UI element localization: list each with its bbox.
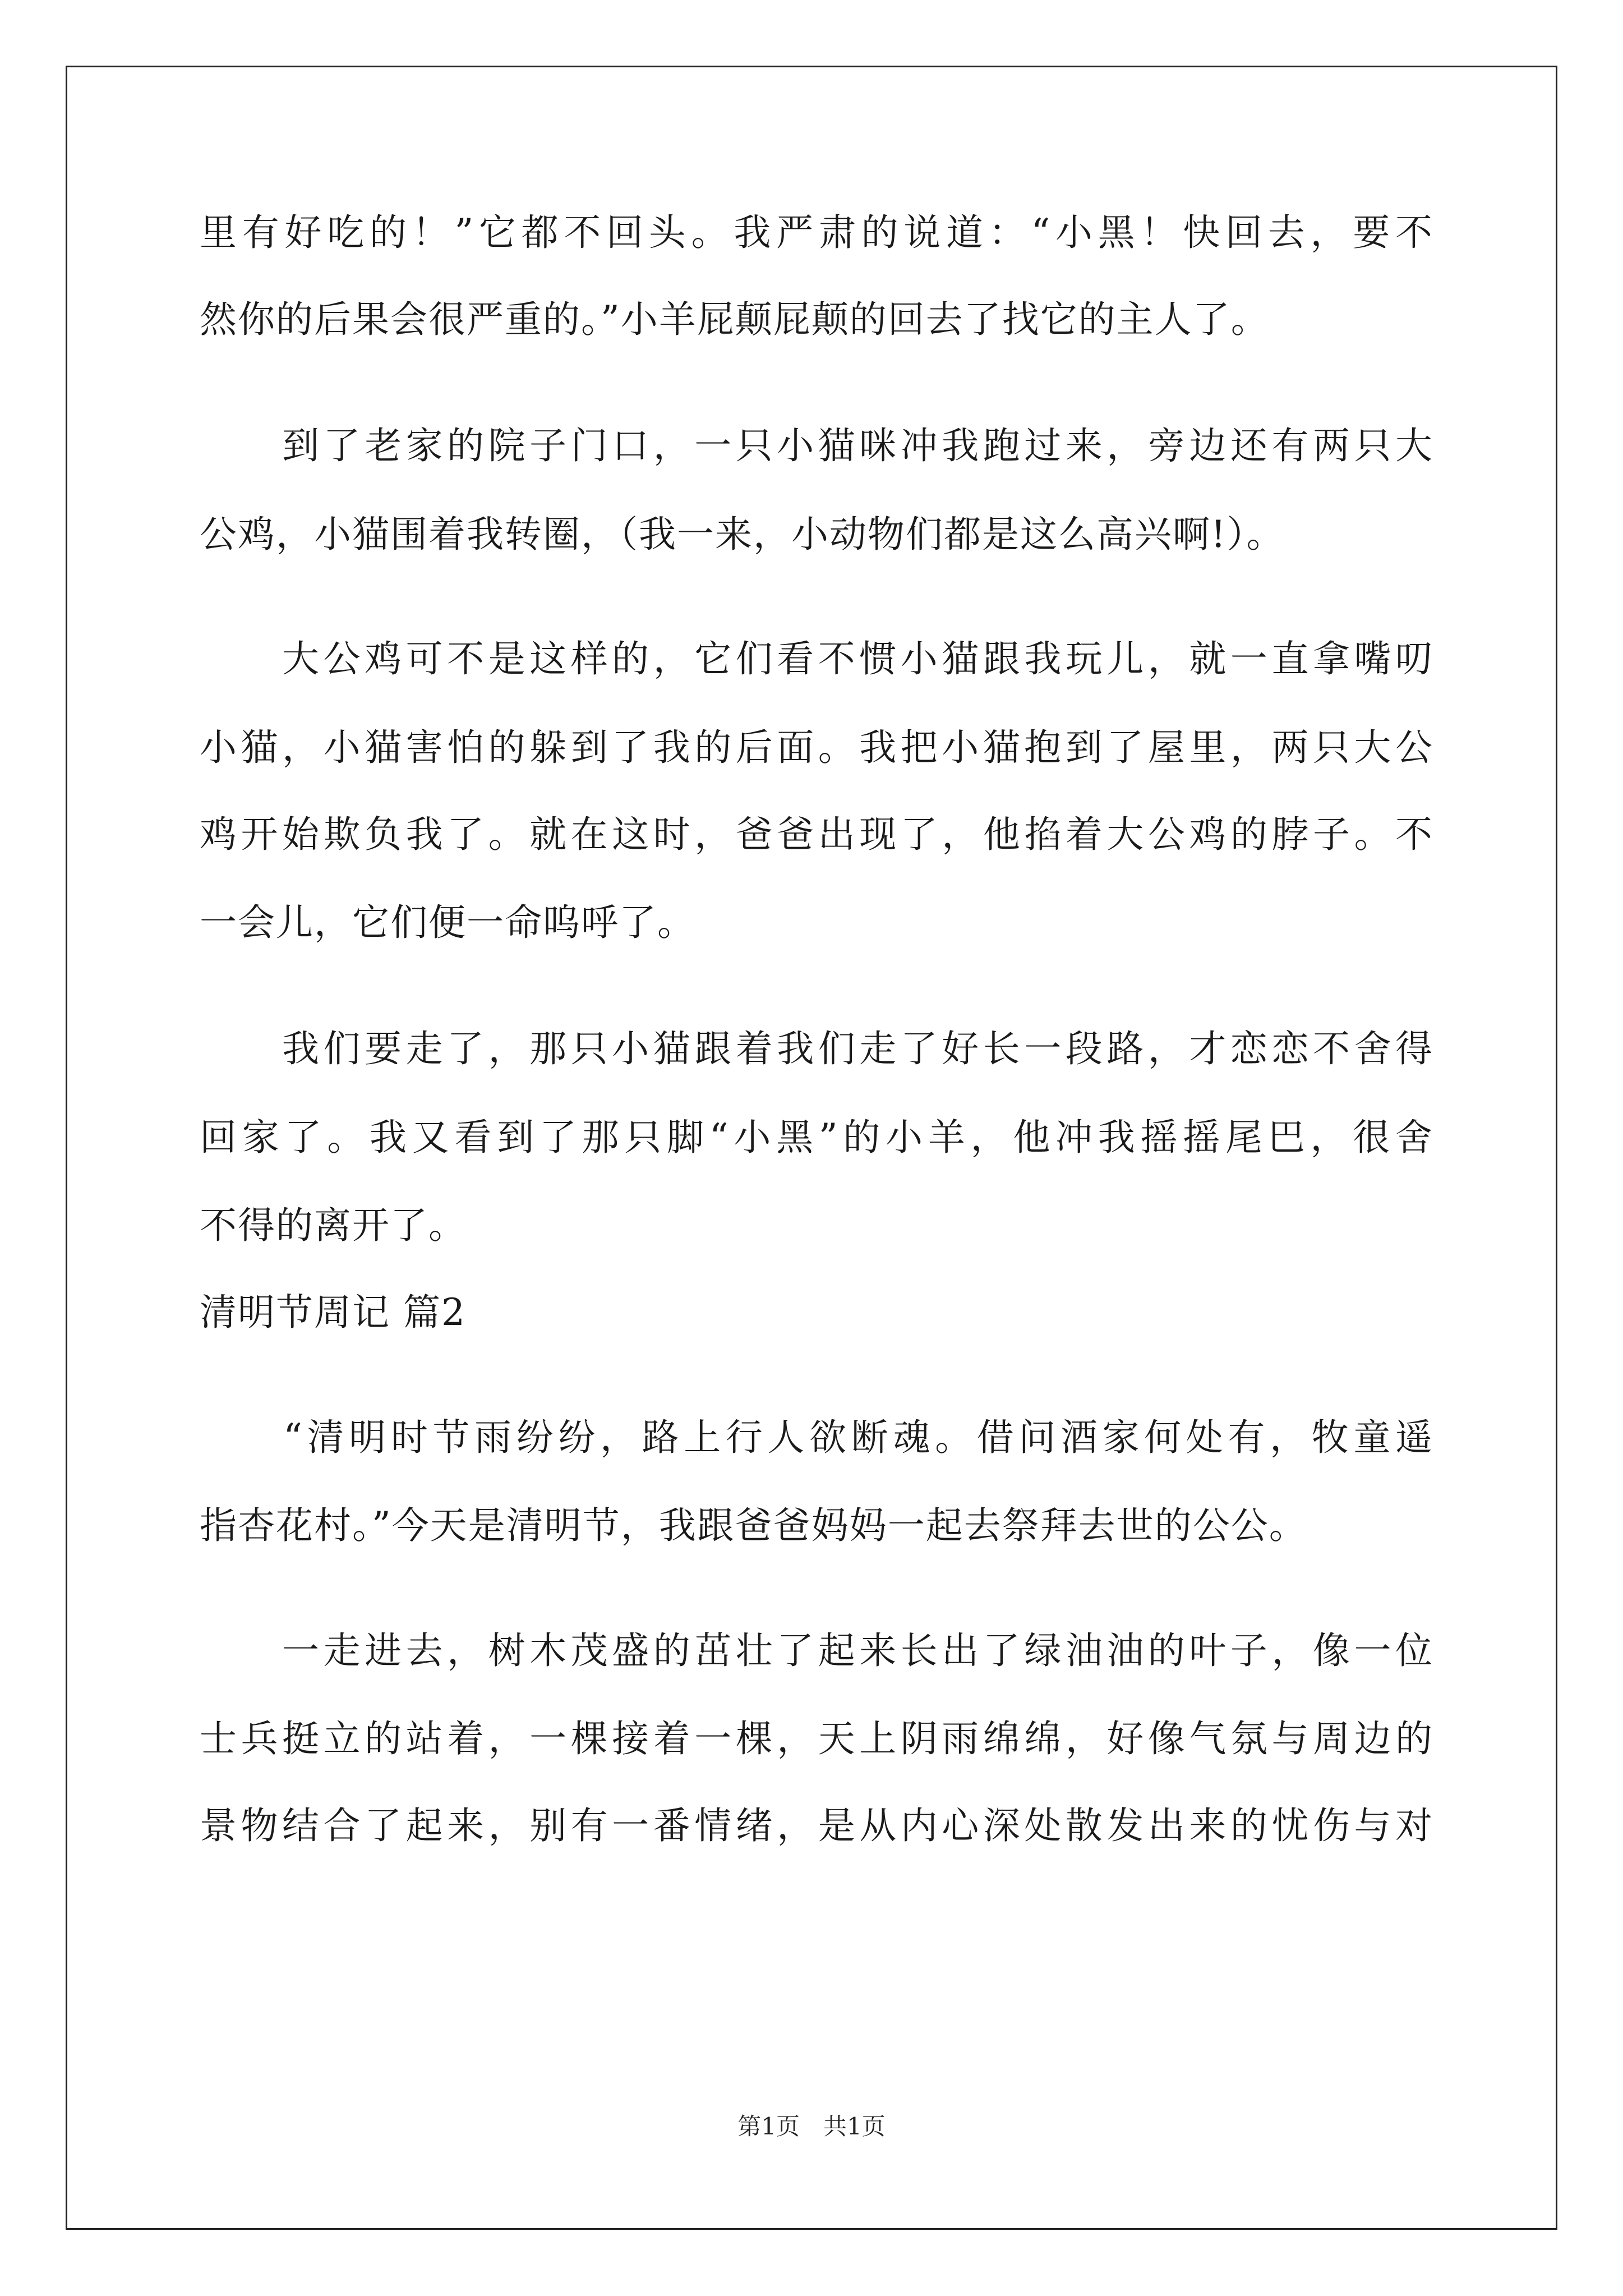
- text-line: 里有好吃的！”它都不回头。我严肃的说道：“小黑！快回去，要不: [200, 211, 1433, 254]
- section-heading: 清明节周记 篇2: [200, 1291, 466, 1334]
- text-line: 我们要走了，那只小猫跟着我们走了好长一段路，才恋恋不舍得: [200, 1027, 1433, 1070]
- text-line: 小猫，小猫害怕的躲到了我的后面。我把小猫抱到了屋里，两只大公: [200, 726, 1433, 769]
- text-line: 士兵挺立的站着，一棵接着一棵，天上阴雨绵绵，好像气氛与周边的: [200, 1717, 1433, 1760]
- text-line: 公鸡，小猫围着我转圈，（我一来，小动物们都是这么高兴啊!）。: [200, 513, 1285, 556]
- text-line: 然你的后果会很严重的。”小羊屁颠屁颠的回去了找它的主人了。: [200, 298, 1269, 341]
- text-line: 大公鸡可不是这样的，它们看不惯小猫跟我玩儿，就一直拿嘴叨: [200, 637, 1433, 680]
- text-line: 指杏花村。”今天是清明节，我跟爸爸妈妈一起去祭拜去世的公公。: [200, 1504, 1307, 1547]
- page-number: 第1页 共1页: [737, 2113, 886, 2140]
- text-line: 鸡开始欺负我了。就在这时，爸爸出现了，他掐着大公鸡的脖子。不: [200, 813, 1433, 856]
- text-line: 回家了。我又看到了那只脚“小黑”的小羊，他冲我摇摇尾巴，很舍: [200, 1116, 1433, 1159]
- text-line: “清明时节雨纷纷，路上行人欲断魂。借问酒家何处有，牧童遥: [200, 1416, 1433, 1459]
- text-line: 不得的离开了。: [200, 1204, 467, 1247]
- text-line: 一会儿，它们便一命呜呼了。: [200, 901, 695, 944]
- text-line: 一走进去，树木茂盛的茁壮了起来长出了绿油油的叶子，像一位: [200, 1629, 1433, 1672]
- text-line: 景物结合了起来，别有一番情绪，是从内心深处散发出来的忧伤与对: [200, 1804, 1433, 1847]
- text-line: 到了老家的院子门口，一只小猫咪冲我跑过来，旁边还有两只大: [200, 424, 1433, 467]
